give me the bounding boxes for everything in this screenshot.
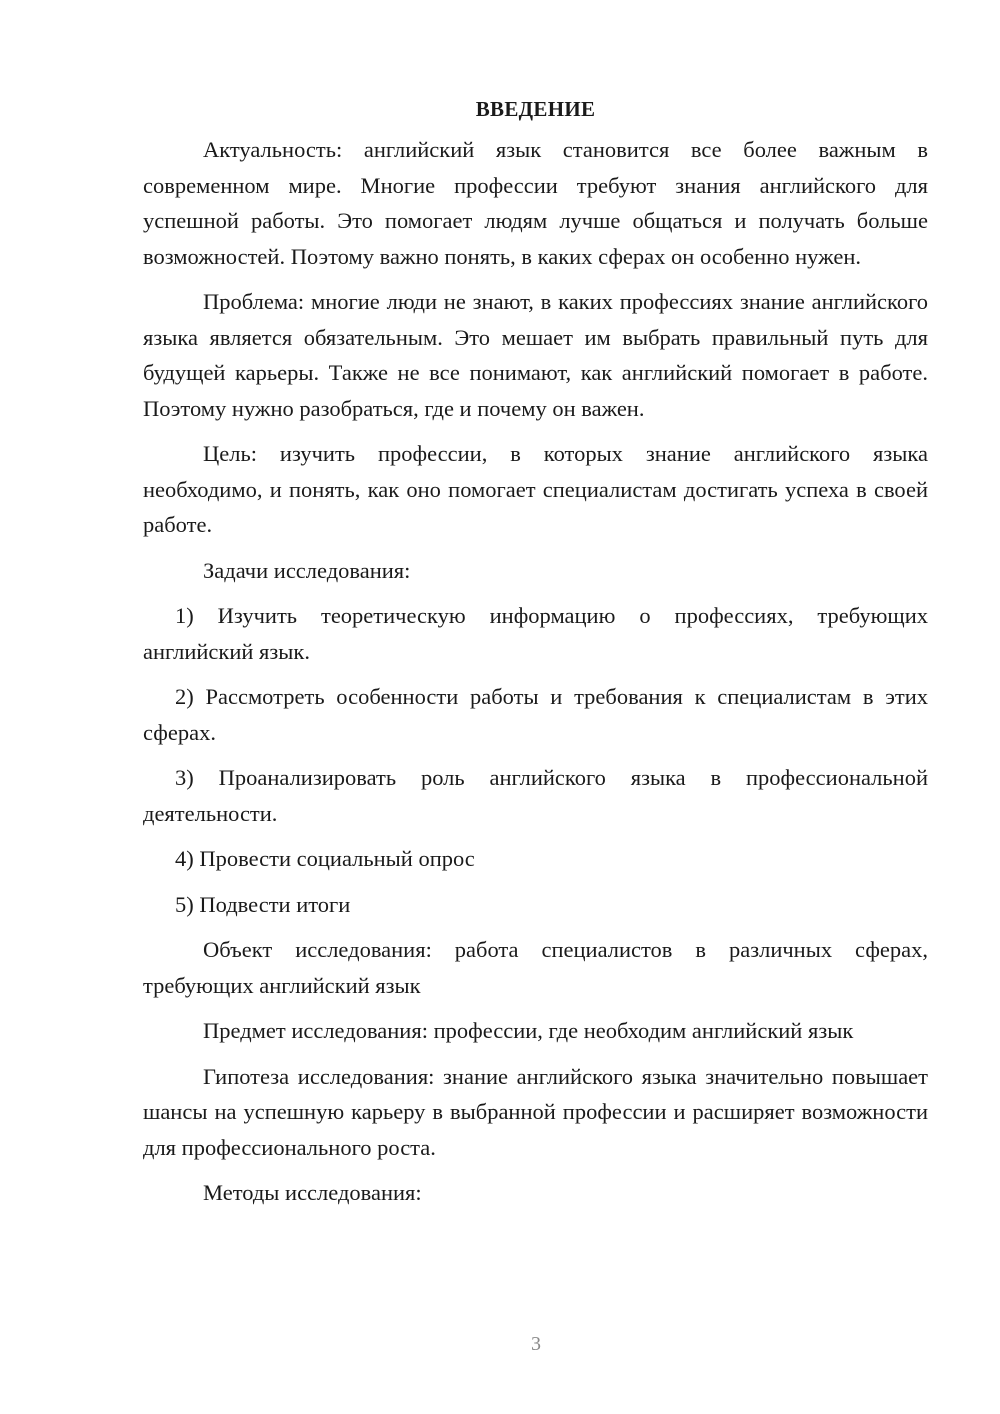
paragraph-problem: Проблема: многие люди не знают, в каких профессиях знание английского языка является обязательным. Это мешает им выбрать правильный путь для будущей карьеры. Также не все понимают, как английский помогает в работе. Поэтому нужно разобраться, где и почему он важен. — [143, 289, 928, 421]
document-page — [143, 92, 928, 1221]
paragraph-hypothesis: Гипотеза исследования: знание английского языка значительно повышает шансы на успешную карьеру в выбранной профессии и расширяет возможности для профессионального роста. — [143, 1063, 928, 1160]
page-number: 3 — [531, 1333, 541, 1355]
methods-heading: Методы исследования: — [203, 1180, 422, 1205]
task-item: 3) Проанализировать роль английского языка в профессиональной деятельности. — [143, 765, 928, 826]
task-item: 5) Подвести итоги — [175, 891, 351, 917]
paragraph-object: Объект исследования: работа специалистов в различных сферах, требующих английский язык — [143, 937, 928, 998]
tasks-heading: Задачи исследования: — [203, 557, 411, 583]
task-item: 2) Рассмотреть особенности работы и требования к специалистам в этих сферах. — [143, 684, 928, 745]
tasks-list — [143, 598, 928, 922]
paragraph-relevance: Актуальность: английский язык становится все более важным в современном мире. Многие профессии требуют знания английского для успешной работы. Это помогает людям лучше общаться и получать больше возможностей. Поэтому важно понять, в каких сферах он особенно нужен. — [143, 137, 928, 269]
paragraph-goal: Цель: изучить профессии, в которых знание английского языка необходимо, и понять, как оно помогает специалистам достигать успеха в своей работе. — [143, 441, 928, 537]
paragraph-subject: Предмет исследования: профессии, где необходим английский язык — [203, 1018, 854, 1043]
section-title: ВВЕДЕНИЕ — [475, 97, 596, 121]
task-item: 4) Провести социальный опрос — [175, 846, 475, 871]
task-item: 1) Изучить теоретическую информацию о профессиях, требующих английский язык. — [143, 603, 928, 664]
